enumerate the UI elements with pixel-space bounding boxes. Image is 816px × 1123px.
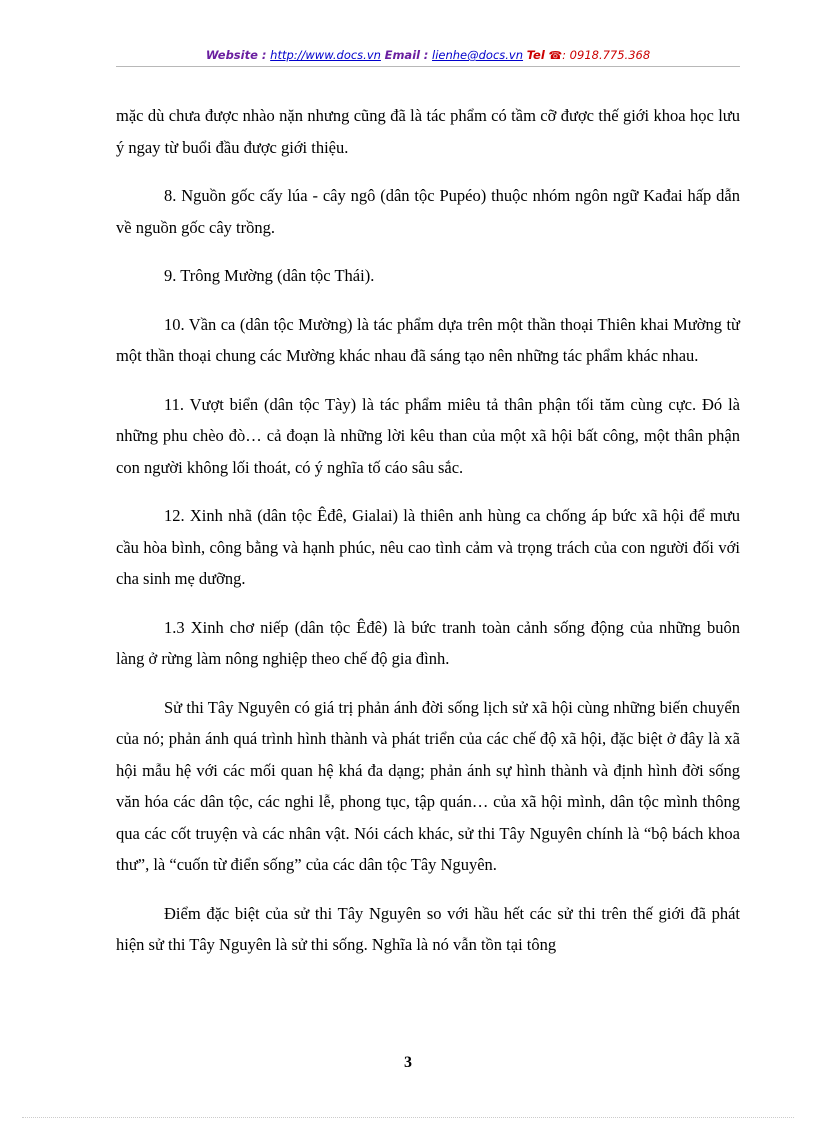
email-link[interactable]: lienhe@docs.vn	[432, 48, 524, 62]
paragraph-item-9: 9. Trông Mường (dân tộc Thái).	[164, 266, 375, 285]
email-label: Email	[384, 48, 421, 62]
paragraph-special-feature: Điểm đặc biệt của sử thi Tây Nguyên so với hầu hết các sử thi trên thế giới đã phát hiện sử thi Tây Nguyên là sử thi sống. Nghĩa là nó vẫn tồn tại tông	[116, 903, 740, 954]
paragraph-value-summary: Sử thi Tây Nguyên có giá trị phản ánh đời sống lịch sử xã hội cùng những biến chuyển của nó; phản ánh quá trình hình thành và phát triển của các chế độ xã hội, đặc biệt ở đây là xã hội mẫu hệ với các mối quan hệ khá đa dạng; phản ánh sự hình thành và định hình đời sống văn hóa các dân tộc, các nghi lễ, phong tục, tập quán… của xã hội mình, dân tộc mình thông qua các cốt truyện và các nhân vật. Nói cách khác, sử thi Tây Nguyên chính là “bộ bách khoa thư”, là “cuốn từ điển sống” của các dân tộc Tây Nguyên.	[116, 697, 740, 874]
paragraph-item-10: 10. Vần ca (dân tộc Mường) là tác phẩm dựa trên một thần thoại Thiên khai Mường từ một thần thoại chung các Mường khác nhau đã sáng tạo nên những tác phẩm khác nhau.	[116, 314, 740, 365]
paragraph-item-8: 8. Nguồn gốc cấy lúa - cây ngô (dân tộc Pupéo) thuộc nhóm ngôn ngữ Kađai hấp dẫn về nguồn gốc cây trồng.	[116, 186, 740, 237]
email-separator: :	[423, 48, 429, 62]
phone-icon: ☎	[548, 49, 563, 62]
website-link[interactable]: http://www.docs.vn	[270, 48, 381, 62]
document-body	[116, 100, 740, 978]
paragraph-continuation: mặc dù chưa được nhào nặn nhưng cũng đã là tác phẩm có tầm cỡ được thế giới khoa học lưu ý ngay từ buổi đầu được giới thiệu.	[116, 106, 740, 157]
page-header	[116, 48, 740, 62]
website-label: Website :	[205, 48, 267, 62]
page-bottom-border	[22, 1117, 794, 1118]
paragraph-item-11: 11. Vượt biển (dân tộc Tày) là tác phẩm miêu tả thân phận tối tăm cùng cực. Đó là những phu chèo đò… cả đoạn là những lời kêu than của một xã hội bất công, một thân phận con người không lối thoát, có ý nghĩa tố cáo sâu sắc.	[116, 394, 740, 477]
page-number: 3	[404, 1054, 412, 1071]
tel-label: Tel	[526, 48, 545, 62]
header-divider	[116, 66, 740, 67]
paragraph-item-13: 1.3 Xinh chơ niếp (dân tộc Êđê) là bức tranh toàn cảnh sống động của những buôn làng ở rừng làm nông nghiệp theo chế độ gia đình.	[116, 617, 740, 668]
tel-value: : 0918.775.368	[562, 48, 651, 62]
paragraph-item-12: 12. Xinh nhã (dân tộc Êđê, Gialai) là thiên anh hùng ca chống áp bức xã hội để mưu cầu hòa bình, công bằng và hạnh phúc, nêu cao tình cảm và trọng trách của con người đối với cha sinh mẹ dưỡng.	[116, 506, 740, 588]
